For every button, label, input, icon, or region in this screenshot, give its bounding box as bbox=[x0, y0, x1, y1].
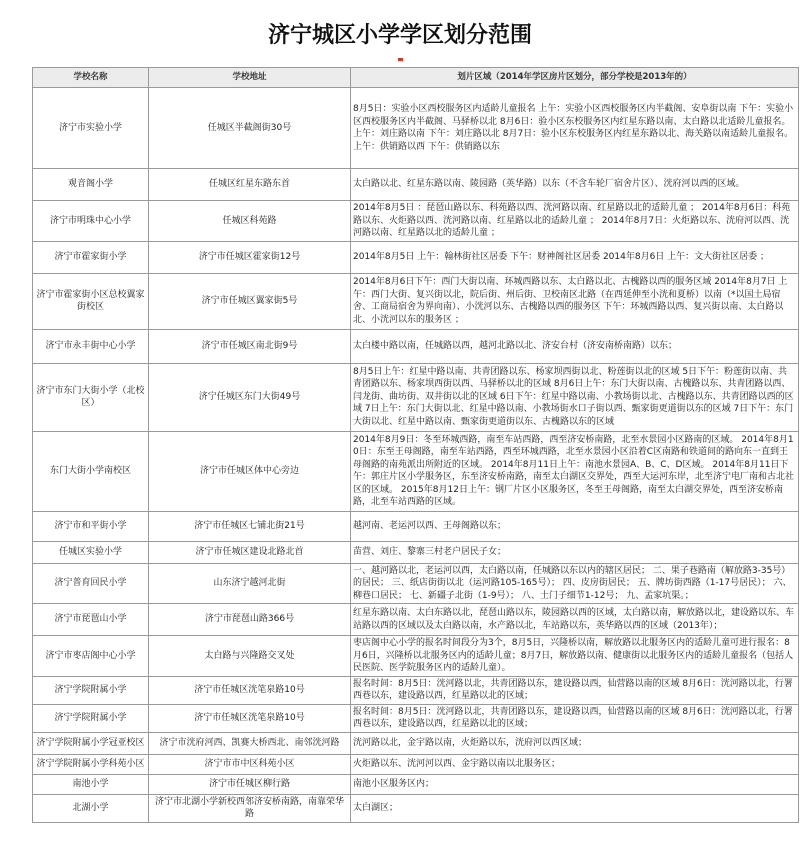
school-zone: 枣店阁中心小学的报名时间段分为3个，8月5日，兴隆桥以南，解放路以北服务区内的适龄儿童可进行报名：8月6日，兴隆桥以北服务区内的适龄儿童；8月7日，解放路以南、健康街以北服务区内的适龄儿童报名（包括人民医院、医学院服务区内的适龄儿童）。 bbox=[351, 636, 799, 677]
header-school-address: 学校地址 bbox=[149, 68, 351, 88]
school-zone: 2014年8月5日 上午：翰林街社区居委 下午：财神阁社区居委 2014年8月6日 上午：文大街社区居委 ； bbox=[351, 241, 799, 273]
school-name: 北湖小学 bbox=[33, 794, 149, 822]
school-zone: 2014年8月6日下午：西门大街以南、环城西路以东、太白路以北、古槐路以西的服务区域 2014年8月7日 上午：西门大街、复兴街以北，院后街、州后街、卫校南区北路（在西延伸至小洸和夏桥）以南（*以国土局宿舍、工商局宿舍为界向南）、小洸河以东、古槐路以西的服务区 下午：环城西路以西、复兴街以南、太白路以北、小洸河以东的服务区 ； bbox=[351, 273, 799, 329]
school-district-table bbox=[32, 67, 799, 823]
header-row bbox=[33, 68, 799, 88]
title-mark bbox=[398, 58, 403, 61]
school-zone: 2014年8月5日 ：琵琶山路以东、科苑路以西、洸河路以南、红星路以北的适龄儿童 ； 2014年8月6日：科苑路以东、火炬路以西、洸河路以南、红星路以北的适龄儿童 ； 2014年8月7日：火炬路以东、洸府河以西、洸河路以南、红星路以北的适龄儿童 ； bbox=[351, 201, 799, 242]
table-row bbox=[33, 774, 799, 794]
school-zone: 8月5日上午：红星中路以南、共青团路以东、杨家坝西街以北、粉莲街以北的区域 5日下午：粉莲街以南、共青团路以东、杨家坝西街以西、马驿桥以北的区域 8月6日上午：东门大街以南、古槐路以东、共青团路以西、闫龙街、曲坊街、双井街以北的区域 6日下午：红星中路以南、小教场街以北、古槐路以东、共青团路以西的区域 7日上午：东门大街以北、红星中路以南、小教场街水口子街以西、甄家街更道街以东的区域 7日下午：东门大街以北、红星中路以南、甄家街更道街以东、古槐路以东的区域 bbox=[351, 363, 799, 431]
header-zone: 划片区域（2014年学区房片区划分，部分学校是2013年的） bbox=[351, 68, 799, 88]
school-zone: 红星东路以南、太白东路以北，琵琶山路以东，陵园路以西的区域，太白路以南，解放路以北，建设路以东、车站路以西的区域以及太白路以南，水产路以北，车站路以东，英华路以西的区域（2013年）； bbox=[351, 604, 799, 636]
school-name: 济宁市实验小学 bbox=[33, 88, 149, 169]
table-row bbox=[33, 431, 799, 511]
school-name: 济宁市枣店阁中心小学 bbox=[33, 636, 149, 677]
school-name: 济宁市霍家街小区总校翼家街校区 bbox=[33, 273, 149, 329]
school-zone: 洸河路以北，金宇路以南，火炬路以东，洸府河以西区域； bbox=[351, 732, 799, 754]
school-zone: 2014年8月9日：冬至环城西路，南至车站西路，西至济安桥南路，北至水景园小区路南的区域。 2014年8月10日：东至王母阁路，南至车站西路，西至环城西路，北至水景园小区沿着C区南路和铁道间的路向东一直到王母阁路的南苑派出所附近的区域。 2014年8月11日上午：南池水景园A、B、C、D区域。 2014年8月11日下午：郭庄片区小学服务区，东至济安桥南路，南至太白湖区交界处，西至大运河东岸，北至济宁电厂南和古北社区的区域。 2015年8月12日上午：钢厂片区小区服务区，冬至王母阁路，南至太白湖交界处，西至济安桥南路，北至车站西路的区域。 bbox=[351, 431, 799, 511]
school-address: 济宁市市中区科苑小区 bbox=[149, 754, 351, 774]
table-row bbox=[33, 88, 799, 169]
table-row bbox=[33, 754, 799, 774]
school-zone: 太白楼中路以南，任城路以西，越河北路以北、济安台村（济安南桥南路）以东； bbox=[351, 329, 799, 363]
table-row bbox=[33, 732, 799, 754]
table-row bbox=[33, 563, 799, 604]
school-name: 济宁市琵琶山小学 bbox=[33, 604, 149, 636]
school-zone: 苗营、刘庄、黎寨三村老户居民子女； bbox=[351, 541, 799, 563]
school-address: 济宁市洸府河西、凯赛大桥西北、南邻洸河路 bbox=[149, 732, 351, 754]
table-row bbox=[33, 704, 799, 732]
school-name: 济宁学院附属小学 bbox=[33, 704, 149, 732]
table-row bbox=[33, 636, 799, 677]
school-address: 太白路与兴隆路交叉处 bbox=[149, 636, 351, 677]
school-zone: 太白湖区； bbox=[351, 794, 799, 822]
table-row bbox=[33, 241, 799, 273]
table-row bbox=[33, 169, 799, 201]
school-address: 山东济宁越河北街 bbox=[149, 563, 351, 604]
school-zone: 火炬路以东、洸河河以西、金宇路以南以北服务区； bbox=[351, 754, 799, 774]
school-name: 济宁学院附属小学 bbox=[33, 676, 149, 704]
school-address: 济宁市琵琶山路366号 bbox=[149, 604, 351, 636]
school-address: 任城区红星东路东首 bbox=[149, 169, 351, 201]
school-zone: 太白路以北、红星东路以南、陵园路（英华路）以东（不含车轮厂宿舍片区）、洸府河以西的区域。 bbox=[351, 169, 799, 201]
school-address: 任城区半截阁街30号 bbox=[149, 88, 351, 169]
school-name: 济宁市和平街小学 bbox=[33, 511, 149, 541]
school-address: 济宁市任城区翼家街5号 bbox=[149, 273, 351, 329]
school-address: 任城区科苑路 bbox=[149, 201, 351, 242]
school-address: 济宁市任城区柳行路 bbox=[149, 774, 351, 794]
school-name: 东门大街小学南校区 bbox=[33, 431, 149, 511]
school-address: 济宁市任城区七铺北街21号 bbox=[149, 511, 351, 541]
school-address: 济宁市任城区霍家街12号 bbox=[149, 241, 351, 273]
table-row bbox=[33, 273, 799, 329]
table-row bbox=[33, 676, 799, 704]
table-row bbox=[33, 363, 799, 431]
school-name: 济宁市明珠中心小学 bbox=[33, 201, 149, 242]
school-name: 济宁学院附属小学冠亚校区 bbox=[33, 732, 149, 754]
school-address: 济宁任城区东门大街49号 bbox=[149, 363, 351, 431]
school-address: 济宁市任城区南北街9号 bbox=[149, 329, 351, 363]
school-name: 济宁学院附属小学科苑小区 bbox=[33, 754, 149, 774]
school-name: 济宁普育回民小学 bbox=[33, 563, 149, 604]
table-row bbox=[33, 794, 799, 822]
table-row bbox=[33, 604, 799, 636]
school-name: 任城区实验小学 bbox=[33, 541, 149, 563]
school-zone: 报名时间：8月5日：洸河路以北，共青团路以东，建设路以西，仙营路以南的区域 8月6日：洸河路以北，行署西巷以东，建设路以西，红星路以北的区域； bbox=[351, 676, 799, 704]
page-title: 济宁城区小学学区划分范围 bbox=[267, 22, 532, 48]
school-address: 济宁市任城区体中心旁边 bbox=[149, 431, 351, 511]
school-address: 济宁市任城区洸笔泉路10号 bbox=[149, 676, 351, 704]
school-address: 济宁市北湖小学新校西邻济安桥南路，南靠荣华路 bbox=[149, 794, 351, 822]
school-name: 济宁市永丰街中心小学 bbox=[33, 329, 149, 363]
table-row bbox=[33, 541, 799, 563]
school-zone: 一、越河路以北，老运河以西，太白路以南，任城路以东以内的辖区居民； 二、果子巷路南（解放路3-35号）的居民； 三、纸店街街以北（运河路105-165号）； 四、皮房街居民； 五、牌坊街西路（1-17号居民）； 六、柳巷口居民； 七、新礓子北街（1-9号）； 八、土门子细节1-12号； 九、孟家坑渠。； bbox=[351, 563, 799, 604]
school-zone: 南池小区服务区内； bbox=[351, 774, 799, 794]
school-address: 济宁市任城区建设北路北首 bbox=[149, 541, 351, 563]
school-name: 济宁市霍家街小学 bbox=[33, 241, 149, 273]
school-name: 南池小学 bbox=[33, 774, 149, 794]
header-school-name: 学校名称 bbox=[33, 68, 149, 88]
table-row bbox=[33, 511, 799, 541]
school-address: 济宁市任城区洸笔泉路10号 bbox=[149, 704, 351, 732]
table-row bbox=[33, 201, 799, 242]
school-name: 济宁市东门大街小学（北校区） bbox=[33, 363, 149, 431]
school-name: 观音阁小学 bbox=[33, 169, 149, 201]
school-zone: 报名时间：8月5日：洸河路以北，共青团路以东，建设路以西，仙营路以南的区域 8月6日：洸河路以北，行署西巷以东，建设路以西，红星路以北的区域； bbox=[351, 704, 799, 732]
school-zone: 8月5日：实验小区西校服务区内适龄儿童报名 上午：实验小区西校服务区内半截阁、安阜街以南 下午：实验小区西校服务区内半截阁、马驿桥以北 8月6日：验小区东校服务区内红星东路以南、太白路以北适龄儿童报名。 上午：刘庄路以南 下午：刘庄路以北 8月7日：验小区东校服务区内红星东路以北、海关路以南适龄儿童报名。 上午：供销路以西 下午：供销路以东 bbox=[351, 88, 799, 169]
school-zone: 越河南、老运河以西、王母阁路以东； bbox=[351, 511, 799, 541]
table-row bbox=[33, 329, 799, 363]
